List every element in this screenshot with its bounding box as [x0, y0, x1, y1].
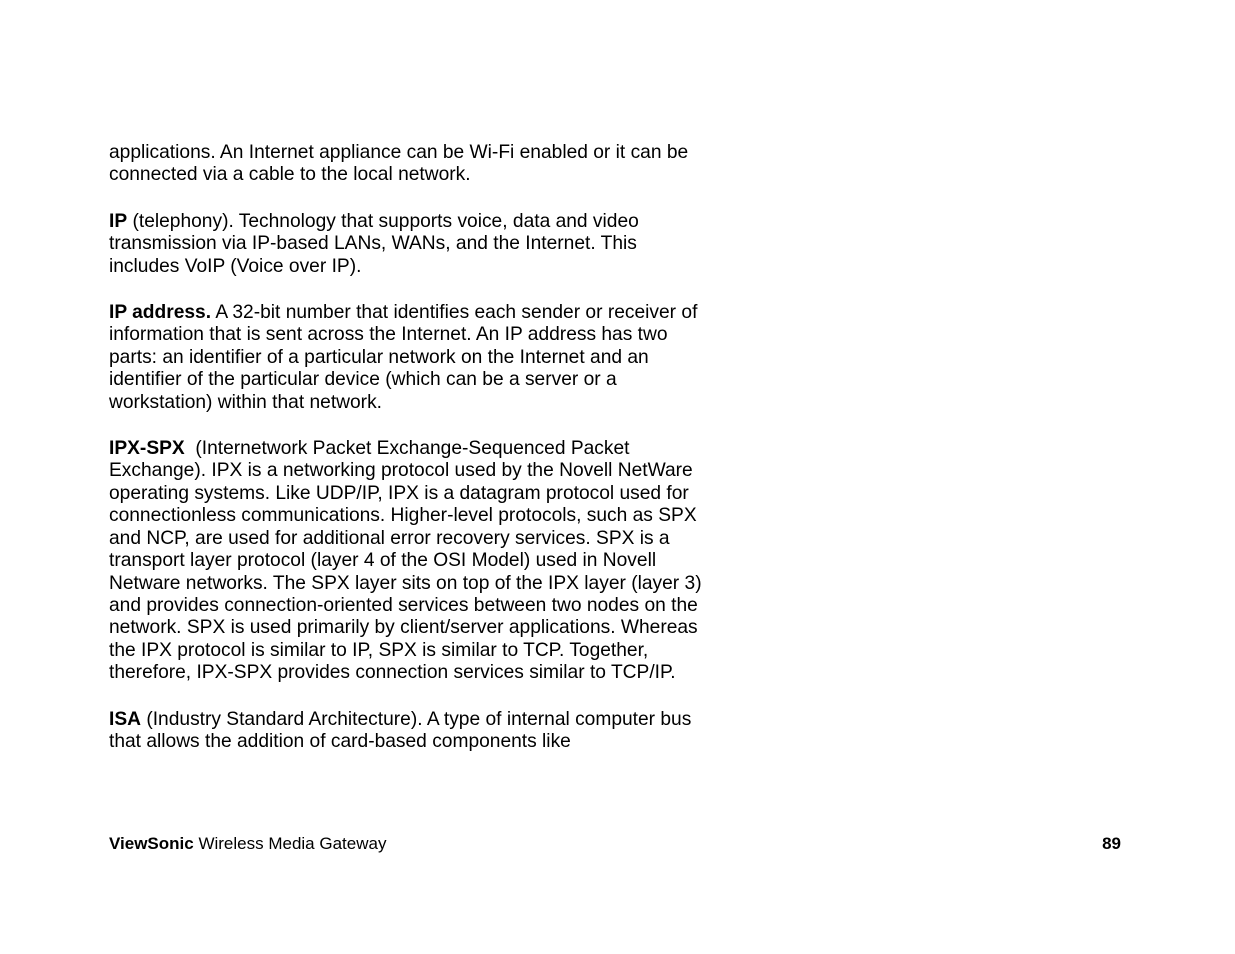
- definition-text: (Industry Standard Architecture). A type of internal computer bus that allows the addition of card-based components like: [109, 708, 692, 752]
- glossary-continuation-paragraph: [109, 142, 709, 187]
- glossary-content: [109, 142, 709, 777]
- definition-text: applications. An Internet appliance can be Wi-Fi enabled or it can be connected via a cable to the local network.: [109, 142, 689, 186]
- glossary-entry-ip: [109, 211, 709, 278]
- page-footer: [109, 833, 1121, 855]
- footer-brand: ViewSonic: [109, 834, 194, 853]
- page-number: 89: [1102, 834, 1121, 853]
- glossary-entry-ip-address: [109, 302, 709, 414]
- definition-text: A 32-bit number that identifies each sender or receiver of information that is sent across the Internet. An IP address has two parts: an identifier of a particular network on the Internet and an identifier of the particular device (which can be a server or a workstation) within that network.: [109, 302, 698, 413]
- glossary-entry-ipx-spx: [109, 438, 709, 684]
- glossary-term: IP address.: [109, 302, 212, 324]
- glossary-entry-isa: [109, 709, 709, 754]
- definition-text: (Internetwork Packet Exchange-Sequenced Packet Exchange). IPX is a networking protocol used by the Novell NetWare operating systems. Like UDP/IP, IPX is a datagram protocol used for connectionless communications. Higher-level protocols, such as SPX and NCP, are used for additional error recovery services. SPX is a transport layer protocol (layer 4 of the OSI Model) used in Novell Netware networks. The SPX layer sits on top of the IPX layer (layer 3) and provides connection-oriented services between two nodes on the network. SPX is used primarily by client/server applications. Whereas the IPX protocol is similar to IP, SPX is similar to TCP. Together, therefore, IPX-SPX provides connection services similar to TCP/IP.: [109, 438, 707, 684]
- definition-text: (telephony). Technology that supports voice, data and video transmission via IP-based LANs, WANs, and the Internet. This includes VoIP (Voice over IP).: [109, 210, 639, 277]
- glossary-term: IP: [109, 210, 128, 232]
- glossary-term: ISA: [109, 708, 141, 730]
- footer-product-name: Wireless Media Gateway: [193, 834, 387, 853]
- glossary-term: IPX-SPX: [109, 438, 185, 460]
